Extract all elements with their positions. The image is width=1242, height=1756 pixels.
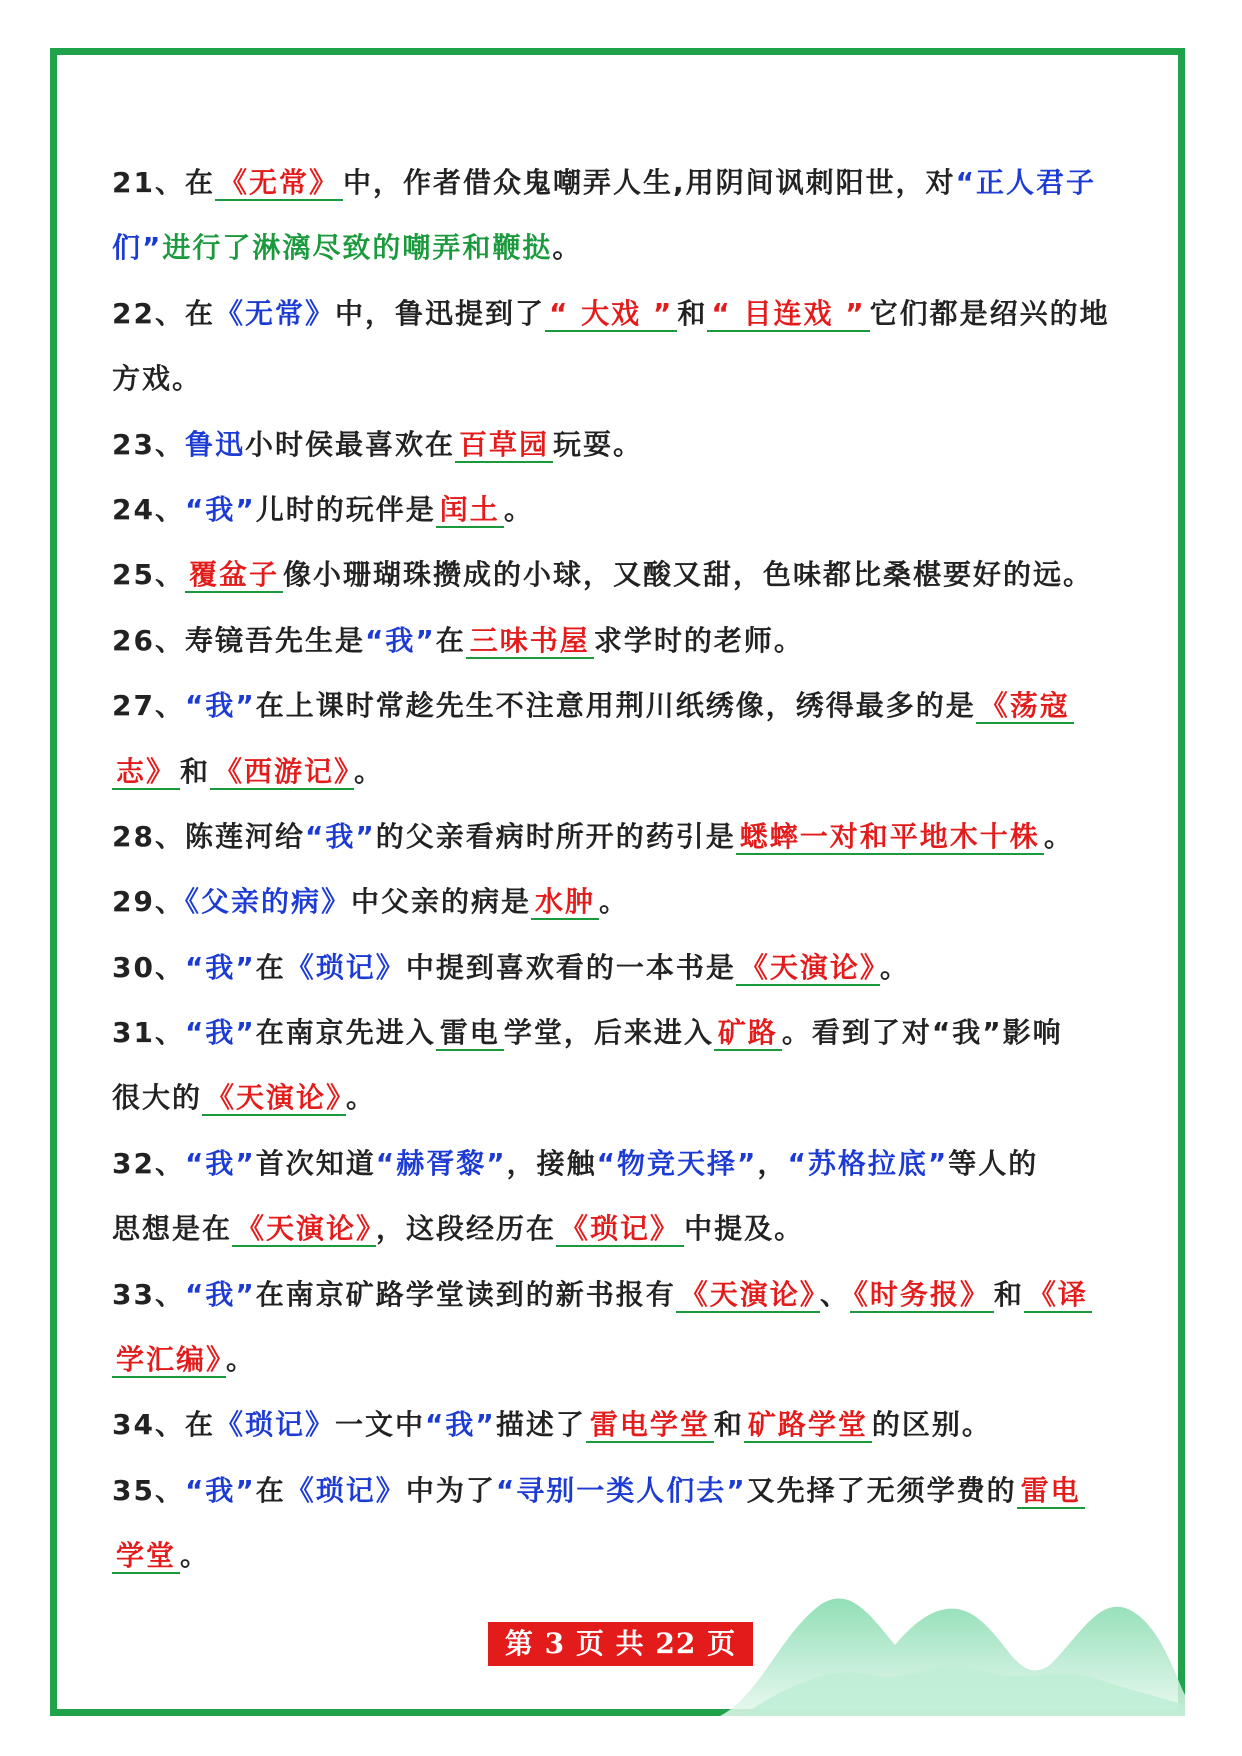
highlight-term: “我” [304, 819, 376, 853]
question-text: 22、在 [112, 296, 215, 330]
answer-blank: 《天演论》 [676, 1278, 820, 1313]
question-line [112, 1000, 1137, 1065]
answer-blank: 《天演论》 [202, 1081, 346, 1116]
answer-blank: 《天演论》 [232, 1212, 376, 1247]
question-text: 玩耍。 [553, 427, 644, 461]
answer-blank: 《译 [1024, 1278, 1092, 1313]
question-text: 又先择了无须学费的 [746, 1473, 1017, 1507]
question-line [112, 1392, 1137, 1457]
question-text: 中，作者借众鬼嘲弄人生,用阴间讽刺阳世，对 [342, 166, 956, 199]
highlight-term: “苏格拉底” [787, 1146, 949, 1180]
question-line [112, 542, 1137, 607]
answer-blank: 《荡寇 [976, 689, 1074, 724]
question-line [112, 215, 1137, 280]
answer-blank: 学汇编》 [112, 1343, 226, 1378]
question-text: 中，鲁迅提到了 [334, 296, 545, 330]
question-text: 28、陈莲河给 [112, 819, 305, 853]
question-text: 33、 [112, 1277, 185, 1311]
question-text: 23、 [112, 427, 185, 461]
question-text: 。 [1043, 819, 1074, 853]
question-text: 和 [677, 296, 708, 330]
question-text: 。 [599, 885, 630, 919]
highlight-term: 鲁迅 [184, 427, 245, 461]
question-text: 26、寿镜吾先生是 [112, 623, 365, 657]
question-text: 中为了 [405, 1473, 496, 1507]
question-text: 在 [435, 623, 466, 657]
answer-blank: 志》 [112, 755, 180, 790]
question-text: 35、 [112, 1473, 185, 1507]
question-text: 像小珊瑚珠攒成的小球，又酸又甜，色味都比桑椹要好的远。 [282, 558, 1093, 592]
highlight-term: 《无常》 [214, 296, 335, 330]
question-text: 学堂，后来进入 [503, 1016, 714, 1050]
answer-blank: 学堂 [112, 1539, 180, 1574]
question-text: 描述了 [495, 1408, 586, 1442]
highlight-term: “物竞天择” [596, 1146, 758, 1180]
highlight-term: “寻别一类人们去” [495, 1473, 747, 1507]
question-text: 34、在 [112, 1408, 215, 1442]
highlight-term: “我” [184, 1146, 256, 1180]
question-list [112, 150, 1137, 1589]
answer-blank: 雷电 [436, 1016, 504, 1051]
answer-blank: “ 大戏 ” [545, 297, 677, 332]
question-text: 31、 [112, 1016, 185, 1050]
question-text: 在上课时常趁先生不注意用荆川纸绣像，绣得最多的是 [255, 689, 976, 723]
answer-blank: “ 目连戏 ” [707, 297, 869, 332]
question-text: 。 [552, 231, 583, 265]
highlight-term: “我” [364, 623, 436, 657]
question-line [112, 804, 1137, 869]
question-text: 25、 [112, 558, 185, 592]
highlight-phrase: 进行了淋漓尽致的嘲弄和鞭挞 [162, 231, 553, 265]
highlight-term: “赫胥黎” [375, 1146, 507, 1180]
answer-blank: 覆盆子 [185, 558, 283, 593]
question-text: 。 [180, 1539, 211, 1573]
question-line [112, 281, 1137, 346]
question-text: 求学时的老师。 [593, 623, 804, 657]
question-text: 和 [993, 1277, 1024, 1311]
page-number-label: 第 3 页 共 22 页 [488, 1622, 753, 1666]
question-text: 27、 [112, 689, 185, 723]
answer-blank: 矿路 [714, 1016, 782, 1051]
question-text: 很大的 [112, 1081, 203, 1115]
question-text: 。 [354, 754, 385, 788]
answer-blank: 矿路学堂 [744, 1408, 872, 1443]
question-text: 和 [713, 1408, 744, 1442]
question-text: 在 [255, 950, 286, 984]
answer-blank: 《天演论》 [736, 951, 880, 986]
question-text: 小时侯最喜欢在 [244, 427, 455, 461]
question-text: 它们都是绍兴的地 [869, 296, 1110, 330]
question-text: 的父亲看病时所开的药引是 [375, 819, 736, 853]
question-text: 、 [819, 1277, 850, 1311]
question-line [112, 1196, 1137, 1261]
question-line [112, 150, 1137, 215]
question-text: 中提到喜欢看的一本书是 [405, 950, 736, 984]
question-text: 首次知道 [255, 1146, 376, 1180]
question-text: 思想是在 [112, 1212, 233, 1246]
question-text: 方戏。 [112, 362, 203, 396]
question-line [112, 1327, 1137, 1392]
answer-blank: 百草园 [455, 428, 553, 463]
answer-blank: 雷电 [1017, 1474, 1085, 1509]
question-text: 。 [226, 1343, 257, 1377]
question-text: 。看到了对“我”影响 [781, 1016, 1063, 1050]
highlight-term: 《琐记》 [285, 1473, 406, 1507]
highlight-term: “我” [184, 689, 256, 723]
question-line [112, 1458, 1137, 1523]
highlight-term: “我” [184, 1016, 256, 1050]
question-line [112, 869, 1137, 934]
question-line [112, 1131, 1137, 1196]
question-text: 和 [180, 754, 211, 788]
question-text: ，这段经历在 [376, 1212, 557, 1246]
question-line [112, 673, 1137, 738]
answer-blank: 三味书屋 [466, 624, 594, 659]
answer-blank: 水肿 [531, 885, 599, 920]
answer-blank: 雷电学堂 [586, 1408, 714, 1443]
question-line [112, 739, 1137, 804]
highlight-term: “我” [425, 1408, 496, 1442]
answer-blank: 闰土 [436, 493, 504, 528]
question-line [112, 1065, 1137, 1130]
question-text: 中提及。 [684, 1212, 805, 1246]
highlight-term: “我” [184, 950, 256, 984]
question-text: 的区别。 [871, 1408, 992, 1442]
highlight-term: 《琐记》 [285, 950, 406, 984]
question-text: 24、 [112, 492, 185, 526]
question-line [112, 477, 1137, 542]
question-line [112, 1262, 1137, 1327]
question-text: 在南京矿路学堂读到的新书报有 [255, 1277, 676, 1311]
question-text: 等人的 [948, 1146, 1039, 1180]
answer-blank: 蟋蟀一对和平地木十株 [736, 820, 1044, 855]
answer-blank: 《时务报》 [850, 1278, 994, 1313]
question-text: ， [757, 1146, 788, 1180]
answer-blank: 《无常》 [215, 166, 343, 201]
question-text: 。 [503, 492, 534, 526]
mountain-landscape-icon [720, 1575, 1185, 1716]
question-text: 30、 [112, 950, 185, 984]
answer-blank: 《琐记》 [556, 1212, 684, 1247]
question-text: 在南京先进入 [255, 1016, 436, 1050]
question-line [112, 608, 1137, 673]
question-line [112, 412, 1137, 477]
answer-blank: 《西游记》 [210, 755, 354, 790]
question-text: ，接触 [506, 1146, 597, 1180]
question-line [112, 935, 1137, 1000]
question-text: 29、 [112, 885, 185, 919]
highlight-term: 《父亲的病》 [184, 885, 351, 919]
highlight-term: “我” [184, 1277, 256, 1311]
question-text: 一文中 [334, 1408, 425, 1442]
question-line [112, 346, 1137, 411]
highlight-term: 《琐记》 [214, 1408, 335, 1442]
question-text: 。 [879, 950, 910, 984]
highlight-term: 们” [112, 231, 163, 265]
question-text: 。 [346, 1081, 377, 1115]
highlight-term: “正人君子 [955, 166, 1097, 199]
question-text: 儿时的玩伴是 [255, 492, 436, 526]
question-text: 中父亲的病是 [350, 885, 531, 919]
question-text: 在 [255, 1473, 286, 1507]
question-text: 32、 [112, 1146, 185, 1180]
question-text: 21、在 [112, 166, 215, 199]
highlight-term: “我” [184, 1473, 256, 1507]
highlight-term: “我” [184, 492, 256, 526]
